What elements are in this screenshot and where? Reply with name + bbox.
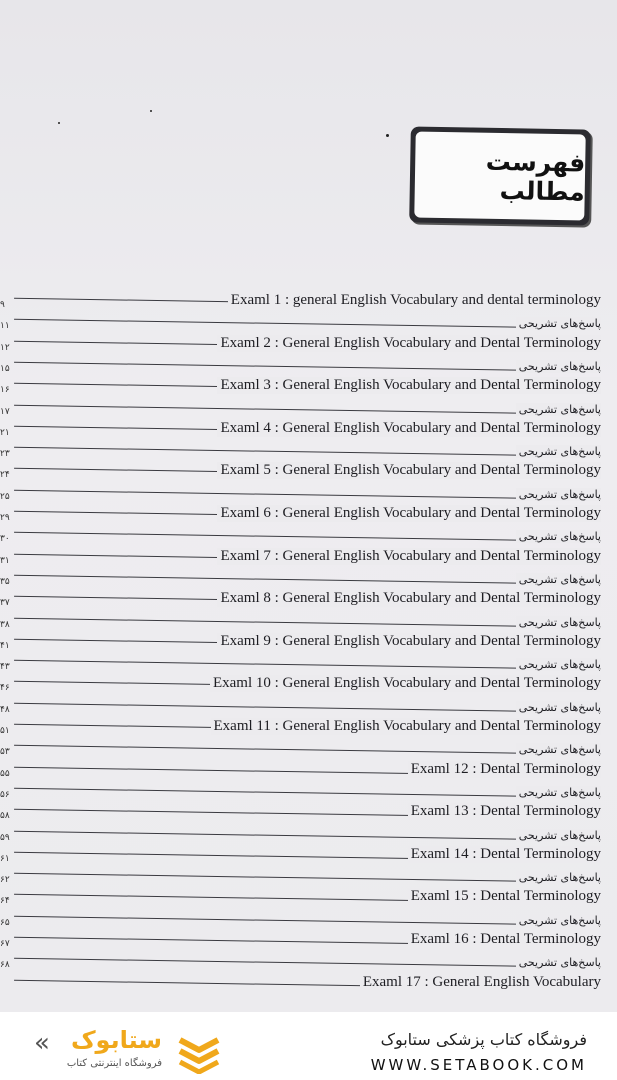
toc-leader-line (14, 702, 601, 712)
toc-row (0, 654, 601, 674)
toc-leader-line (14, 660, 601, 670)
toc-page-number: ۶۴ (0, 896, 10, 907)
toc-exam-label: Examl 4 : General English Vocabulary and Dental Terminology (217, 420, 601, 437)
toc-page-number: ۴۸ (0, 704, 10, 715)
toc-page-number: ۴۳ (0, 662, 10, 673)
toc-row (0, 420, 601, 440)
toc-exam-label: Examl 7 : General English Vocabulary and Dental Terminology (217, 548, 601, 565)
brand-logo (30, 1026, 170, 1076)
toc-answers-label: پاسخ‌های تشریحی (516, 530, 601, 543)
logo-arrows-icon: « (34, 1028, 50, 1058)
page-title: فهرست مطالب (485, 146, 586, 207)
toc-row (0, 505, 601, 525)
toc-exam-label: Examl 14 : Dental Terminology (408, 846, 601, 863)
toc-page-number: ۵۶ (0, 789, 10, 800)
toc-exam-label: Examl 2 : General English Vocabulary and Dental Terminology (217, 335, 601, 352)
toc-answers-label: پاسخ‌های تشریحی (516, 701, 601, 714)
toc-leader-line (14, 447, 601, 457)
toc-page-number: ۳۵ (0, 576, 10, 587)
toc-answers-label: پاسخ‌های تشریحی (516, 488, 601, 501)
toc-row (0, 292, 601, 312)
toc-exam-label: Examl 1 : general English Vocabulary and dental terminology (228, 292, 601, 309)
toc-row (0, 846, 601, 866)
toc-page-number: ۳۰ (0, 534, 10, 545)
toc-exam-label: Examl 9 : General English Vocabulary and Dental Terminology (217, 633, 601, 650)
toc-row (0, 569, 601, 589)
toc-row (0, 399, 601, 419)
toc-page-number: ۳۷ (0, 598, 10, 609)
toc-answers-label: پاسخ‌های تشریحی (516, 743, 601, 756)
toc-exam-label: Examl 11 : General English Vocabulary and Dental Terminology (211, 718, 601, 735)
toc-answers-label: پاسخ‌های تشریحی (516, 829, 601, 842)
toc-leader-line (14, 830, 601, 840)
page-speck (150, 110, 152, 112)
toc-page-number: ۶۱ (0, 853, 10, 864)
toc-row (0, 526, 601, 546)
toc-leader-line (14, 745, 601, 755)
toc-answers-label: پاسخ‌های تشریحی (516, 360, 601, 373)
table-of-contents (0, 292, 617, 1012)
toc-answers-label: پاسخ‌های تشریحی (516, 616, 601, 629)
toc-page-number: ۳۸ (0, 619, 10, 630)
toc-row (0, 697, 601, 717)
toc-leader-line (14, 489, 601, 499)
toc-row (0, 313, 601, 333)
toc-answers-label: پاسخ‌های تشریحی (516, 317, 601, 330)
toc-leader-line (14, 915, 601, 925)
toc-page-number: ۵۸ (0, 811, 10, 822)
toc-page-number: ۹ (0, 300, 5, 310)
page-speck (386, 134, 389, 137)
toc-row (0, 718, 601, 738)
toc-exam-label: Examl 8 : General English Vocabulary and Dental Terminology (217, 590, 601, 607)
toc-row (0, 590, 601, 610)
toc-exam-label: Examl 10 : General English Vocabulary and Dental Terminology (210, 675, 601, 692)
toc-exam-label: Examl 13 : Dental Terminology (408, 803, 601, 820)
toc-leader-line (14, 532, 601, 542)
watermark-footer (0, 1012, 617, 1080)
store-name: فروشگاه کتاب پزشکی ستابوک (380, 1030, 587, 1049)
toc-exam-label: Examl 5 : General English Vocabulary and Dental Terminology (217, 462, 601, 479)
toc-row (0, 931, 601, 951)
toc-page-number: ۱۷ (0, 406, 10, 417)
toc-exam-label: Examl 12 : Dental Terminology (408, 761, 601, 778)
toc-row (0, 888, 601, 908)
toc-leader-line (14, 362, 601, 372)
toc-row (0, 974, 601, 994)
toc-answers-label: پاسخ‌های تشریحی (516, 786, 601, 799)
toc-page-number: ۱۶ (0, 385, 10, 396)
toc-page-number: ۶۷ (0, 939, 10, 949)
toc-page-number: ۱۵ (0, 363, 10, 374)
logo-subtitle: فروشگاه اینترنتی کتاب (66, 1058, 162, 1069)
toc-page-number: ۵۵ (0, 768, 10, 779)
toc-row (0, 803, 601, 823)
toc-page-number: ۲۳ (0, 449, 10, 460)
toc-row (0, 484, 601, 504)
toc-row (0, 335, 601, 355)
toc-row (0, 356, 601, 376)
toc-answers-label: پاسخ‌های تشریحی (516, 445, 601, 458)
logo-word: ستابوک (70, 1026, 162, 1054)
toc-row (0, 612, 601, 632)
toc-leader-line (14, 788, 601, 798)
toc-row (0, 867, 601, 887)
toc-leader-line (14, 319, 601, 329)
toc-page-number: ۶۸ (0, 960, 10, 971)
toc-row (0, 761, 601, 781)
toc-page-number: ۲۱ (0, 427, 10, 438)
toc-exam-label: Examl 16 : Dental Terminology (408, 931, 601, 948)
toc-page-number: ۵۱ (0, 726, 10, 736)
toc-page-number: ۵۹ (0, 832, 10, 843)
toc-row (0, 782, 601, 802)
toc-page-number: ۶۲ (0, 875, 10, 886)
toc-title-box (409, 126, 591, 225)
toc-title-inner (414, 132, 585, 221)
toc-row (0, 441, 601, 461)
toc-row (0, 377, 601, 397)
toc-exam-label: Examl 6 : General English Vocabulary and Dental Terminology (217, 505, 601, 522)
toc-row (0, 952, 601, 972)
toc-page-number: ۲۹ (0, 513, 10, 523)
toc-exam-label: Examl 3 : General English Vocabulary and Dental Terminology (217, 377, 601, 394)
toc-page-number: ۲۴ (0, 470, 10, 481)
book-stack-icon (176, 1030, 222, 1074)
toc-answers-label: پاسخ‌های تشریحی (516, 871, 601, 884)
toc-answers-label: پاسخ‌های تشریحی (516, 403, 601, 416)
toc-leader-line (14, 404, 601, 414)
toc-leader-line (14, 617, 601, 627)
toc-answers-label: پاسخ‌های تشریحی (516, 914, 601, 927)
page-speck (58, 122, 60, 124)
toc-page-number: ۳۱ (0, 555, 10, 566)
toc-row (0, 910, 601, 930)
toc-leader-line (14, 873, 601, 883)
toc-leader-line (14, 958, 601, 968)
toc-answers-label: پاسخ‌های تشریحی (516, 573, 601, 586)
toc-row (0, 633, 601, 653)
toc-answers-label: پاسخ‌های تشریحی (516, 658, 601, 671)
toc-row (0, 825, 601, 845)
toc-exam-label: Examl 17 : General English Vocabulary (360, 974, 601, 991)
toc-page-number: ۱۲ (0, 342, 10, 353)
toc-page-number: ۴۱ (0, 640, 10, 651)
toc-answers-label: پاسخ‌های تشریحی (516, 956, 601, 969)
toc-row (0, 462, 601, 482)
toc-page-number: ۱۱ (0, 321, 10, 332)
toc-row (0, 739, 601, 759)
toc-page-number: ۲۵ (0, 491, 10, 502)
toc-row (0, 675, 601, 695)
toc-page-number: ۵۳ (0, 747, 10, 758)
toc-page-number: ۴۶ (0, 683, 10, 694)
toc-row (0, 548, 601, 568)
toc-leader-line (14, 575, 601, 585)
store-url: WWW.SETABOOK.COM (370, 1056, 587, 1074)
toc-page-number: ۶۵ (0, 917, 10, 928)
toc-exam-label: Examl 15 : Dental Terminology (408, 888, 601, 905)
